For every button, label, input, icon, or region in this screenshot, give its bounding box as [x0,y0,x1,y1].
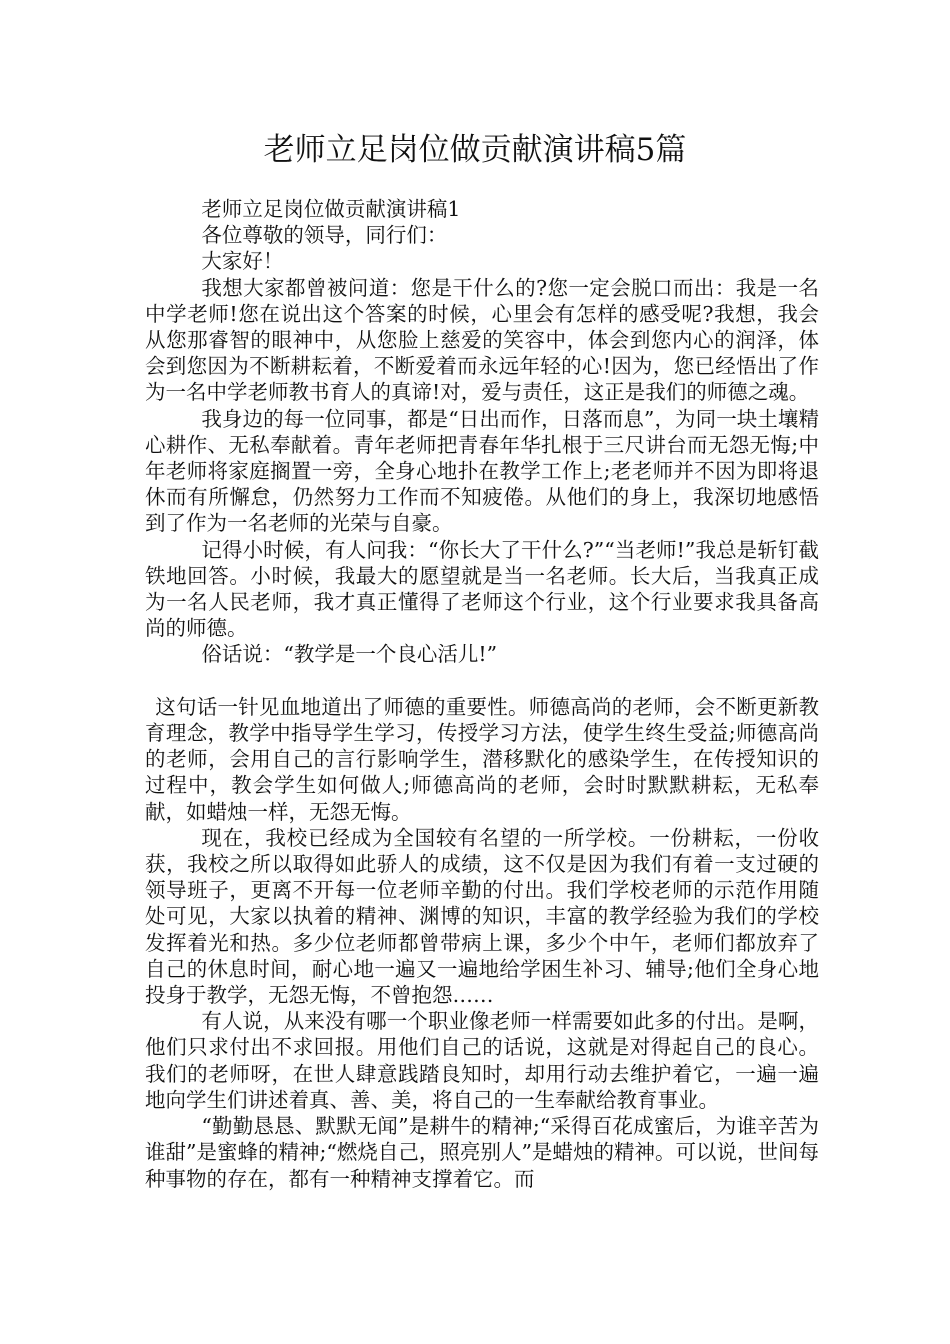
paragraph-5: 这句话一针见血地道出了师德的重要性。师德高尚的老师，会不断更新教育理念，教学中指导学生学习，传授学习方法，使学生终生受益;师德高尚的老师，会用自己的言行影响学生，潜移默化的感染学生，在传授知识的过程中，教会学生如何做人;师德高尚的老师，会时时默默耕耘，无私奉献，如蜡烛一样，无怨无悔。 [145,694,819,824]
paragraph-6: 现在，我校已经成为全国较有名望的一所学校。一份耕耘，一份收获，我校之所以取得如此骄人的成绩，这不仅是因为我们有着一支过硬的领导班子，更离不开每一位老师辛勤的付出。我们学校老师的示范作用随处可见，大家以执着的精神、渊博的知识，丰富的教学经验为我们的学校发挥着光和热。多少位老师都曾带病上课，多少个中午，老师们都放弃了自己的休息时间，耐心地一遍又一遍地给学困生补习、辅导;他们全身心地投身于教学，无怨无悔，不曾抱怨…… [145,825,819,1008]
document-body [145,196,819,1192]
salutation: 各位尊敬的领导，同行们： [201,223,448,248]
greeting: 大家好！ [201,249,284,274]
document-title: 老师立足岗位做贡献演讲稿5篇 [263,132,687,168]
paragraph-4: 俗话说：“教学是一个良心活儿!” [201,642,498,667]
section-heading: 老师立足岗位做贡献演讲稿1 [201,197,461,221]
blank-line [145,668,819,694]
paragraph-8: “勤勤恳恳、默默无闻”是耕牛的精神;“采得百花成蜜后，为谁辛苦为谁甜”是蜜蜂的精神;“燃烧自己，照亮别人”是蜡烛的精神。可以说，世间每种事物的存在，都有一种精神支撑着它。而 [145,1114,819,1191]
paragraph-1: 我想大家都曾被问道：您是干什么的?您一定会脱口而出：我是一名中学老师!您在说出这个答案的时候，心里会有怎样的感受呢?我想，我会从您那睿智的眼神中，从您脸上慈爱的笑容中，体会到您内心的润泽，体会到您因为不断耕耘着，不断爱着而永远年轻的心!因为，您已经悟出了作为一名中学老师教书育人的真谛!对，爱与责任，这正是我们的师德之魂。 [145,275,819,405]
paragraph-3: 记得小时候，有人问我：“你长大了干什么?”“当老师!”我总是斩钉截铁地回答。小时候，我最大的愿望就是当一名老师。长大后，当我真正成为一名人民老师，我才真正懂得了老师这个行业，这个行业要求我具备高尚的师德。 [145,537,819,641]
paragraph-7: 有人说，从来没有哪一个职业像老师一样需要如此多的付出。是啊，他们只求付出不求回报。用他们自己的话说，这就是对得起自己的良心。我们的老师呀，在世人肆意践踏良知时，却用行动去维护着它，一遍一遍地向学生们讲述着真、善、美，将自己的一生奉献给教育事业。 [145,1009,819,1112]
paragraph-2: 我身边的每一位同事，都是“日出而作，日落而息”，为同一块土壤精心耕作、无私奉献着。青年老师把青春年华扎根于三尺讲台而无怨无悔;中年老师将家庭搁置一旁，全身心地扑在教学工作上;老老师并不因为即将退休而有所懈怠，仍然努力工作而不知疲倦。从他们的身上，我深切地感悟到了作为一名老师的光荣与自豪。 [145,406,819,536]
